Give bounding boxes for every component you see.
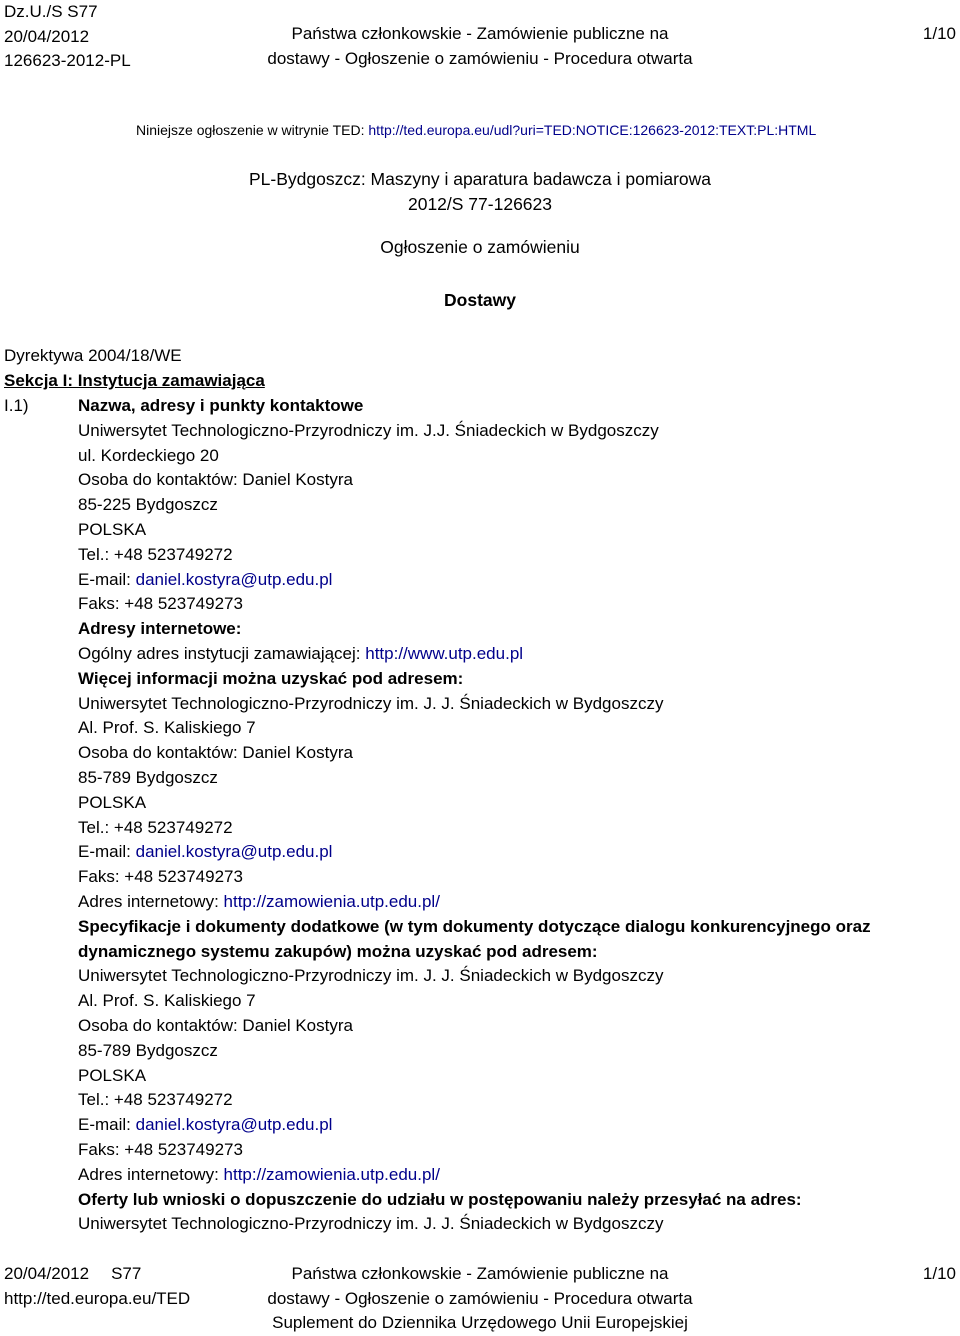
offers-org-name: Uniwersytet Technologiczno-Przyrodniczy im. J. J. Śniadeckich w Bydgoszczy [78,1214,664,1234]
general-address [78,642,938,667]
web-heading: Adresy internetowe: [78,619,242,639]
org-name: Uniwersytet Technologiczno-Przyrodniczy im. J.J. Śniadeckich w Bydgoszczy [78,420,659,440]
org-country: POLSKA [78,792,147,812]
org-country: POLSKA [78,1065,147,1085]
org-street: ul. Kordeckiego 20 [78,445,219,465]
offers-heading: Oferty lub wnioski o dopuszczenie do udziału w postępowaniu należy przesyłać na adres: [78,1189,802,1209]
org-email [78,568,938,593]
general-address-link[interactable]: http://www.utp.edu.pl [365,643,524,663]
contact-heading: Nazwa, adresy i punkty kontaktowe [78,396,364,415]
web-link[interactable]: http://zamowienia.utp.edu.pl/ [223,891,440,911]
directive: Dyrektywa 2004/18/WE [4,346,182,365]
org-fax: Faks: +48 523749273 [78,594,243,614]
journal-ref: Dz.U./S S77 [4,2,98,21]
header-category-line1: Państwa członkowskie - Zamówienie publiczne na [291,24,669,43]
org-email [78,1113,938,1138]
email-link[interactable]: daniel.kostyra@utp.edu.pl [135,842,333,862]
general-address-label: Ogólny adres instytucji zamawiającej: [78,643,366,663]
footer-center [250,1262,710,1336]
org-street: Al. Prof. S. Kaliskiego 7 [78,718,256,738]
specs-heading: Specyfikacje i dokumenty dodatkowe (w tym dokumenty dotyczące dialogu konkurencyjnego oraz dynamicznego systemu zakupów) można uzyskać pod adresem: [78,916,871,961]
org-name: Uniwersytet Technologiczno-Przyrodniczy im. J. J. Śniadeckich w Bydgoszczy [78,966,664,986]
contact-block-main [78,419,938,617]
notice-title [0,167,960,217]
footer-page-number: 1/10 [922,1264,956,1283]
contract-type: Dostawy [444,290,516,310]
notice-prefix: Niniejsze ogłoszenie w witrynie TED: [136,122,369,138]
ted-notice-link[interactable]: http://ted.europa.eu/udl?uri=TED:NOTICE:126623-2012:TEXT:PL:HTML [368,122,817,138]
email-link[interactable]: daniel.kostyra@utp.edu.pl [135,1115,333,1135]
title-line1: PL-Bydgoszcz: Maszyny i aparatura badawcza i pomiarowa [248,169,711,189]
org-tel: Tel.: +48 523749272 [78,817,233,837]
footer-series: S77 [111,1264,142,1283]
title-line2: 2012/S 77-126623 [407,194,553,214]
contact-person: Osoba do kontaktów: Daniel Kostyra [78,1015,353,1035]
email-label: E-mail: [78,1115,136,1135]
footer-url: http://ted.europa.eu/TED [4,1288,191,1308]
header-page-number: 1/10 [922,24,956,43]
web-label: Adres internetowy: [78,1164,224,1184]
web-link[interactable]: http://zamowienia.utp.edu.pl/ [223,1164,440,1184]
web-label: Adres internetowy: [78,891,224,911]
header-center [250,22,710,71]
notice-id: 126623-2012-PL [4,51,131,70]
email-label: E-mail: [78,569,136,589]
org-tel: Tel.: +48 523749272 [78,1090,233,1110]
org-email [78,840,938,865]
org-name: Uniwersytet Technologiczno-Przyrodniczy im. J. J. Śniadeckich w Bydgoszczy [78,693,664,713]
contact-block-specs [78,964,938,1187]
org-city: 85-225 Bydgoszcz [78,495,218,515]
contact-person: Osoba do kontaktów: Daniel Kostyra [78,470,353,490]
footer-left [4,1262,190,1311]
contact-block-more-info [78,692,938,915]
footer-category-line2: dostawy - Ogłoszenie o zamówieniu - Procedura otwarta [267,1288,693,1308]
intro-block [4,344,265,394]
org-country: POLSKA [78,519,147,539]
header-left [4,0,131,74]
footer-date: 20/04/2012 [4,1264,90,1283]
org-city: 85-789 Bydgoszcz [78,1040,218,1060]
org-city: 85-789 Bydgoszcz [78,767,218,787]
section-heading: Sekcja I: Instytucja zamawiająca [4,370,265,390]
org-web [78,1163,938,1188]
header-category-line2: dostawy - Ogłoszenie o zamówieniu - Procedura otwarta [267,48,693,68]
page-header [0,0,960,70]
footer-supplement: Suplement do Dziennika Urzędowego Unii Europejskiej [272,1313,688,1332]
org-street: Al. Prof. S. Kaliskiego 7 [78,991,256,1011]
notice-type: Ogłoszenie o zamówieniu [380,237,580,257]
email-link[interactable]: daniel.kostyra@utp.edu.pl [135,569,333,589]
email-label: E-mail: [78,842,136,862]
org-tel: Tel.: +48 523749272 [78,544,233,564]
section-content [78,394,938,1237]
ted-notice [136,122,816,138]
section-number: I.1) [4,396,29,415]
footer-category-line1: Państwa członkowskie - Zamówienie publiczne na [291,1264,669,1283]
contact-person: Osoba do kontaktów: Daniel Kostyra [78,743,353,763]
org-fax: Faks: +48 523749273 [78,1139,243,1159]
org-fax: Faks: +48 523749273 [78,867,243,887]
header-date: 20/04/2012 [4,26,90,46]
page-footer [0,1262,960,1334]
more-info-heading: Więcej informacji można uzyskać pod adresem: [78,668,464,688]
org-web [78,890,938,915]
